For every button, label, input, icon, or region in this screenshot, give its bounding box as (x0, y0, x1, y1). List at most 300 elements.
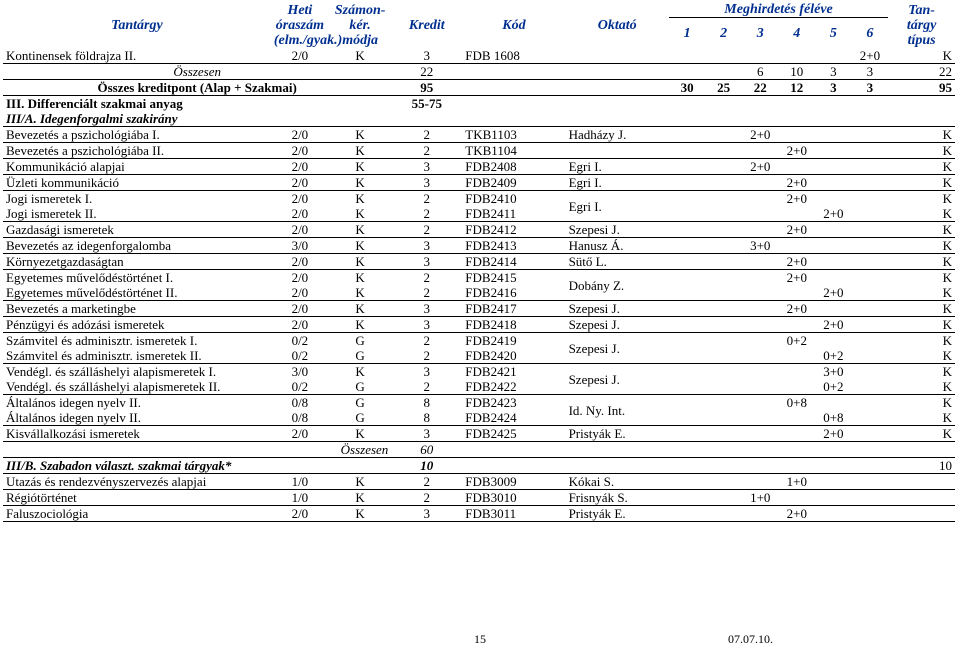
course-semester-5: 0+2 (815, 379, 852, 395)
table-row (3, 143, 955, 159)
course-hours: 2/0 (271, 222, 329, 238)
section-heading: III/A. Idegenforgalmi szakirány (3, 111, 391, 127)
course-hours: 2/0 (271, 285, 329, 301)
course-hours: 2/0 (271, 506, 329, 522)
course-semester-1 (669, 426, 706, 442)
course-hours: 2/0 (291, 191, 309, 206)
course-semester-3 (742, 270, 779, 286)
course-exam-type: K (329, 175, 391, 191)
course-exam-type: K (355, 270, 365, 285)
total-credit: 95 (391, 80, 462, 96)
course-lecturer: Pristyák E. (566, 506, 669, 522)
course-type: K (888, 254, 955, 270)
course-name: Számvitel és adminisztr. ismeretek I. (6, 333, 198, 348)
course-name: Pénzügyi és adózási ismeretek (3, 317, 271, 333)
elective-heading: III/B. Szabadon választ. szakmai tárgyak* (3, 458, 391, 474)
course-semester-2 (705, 410, 742, 426)
course-code: FDB2420 (462, 348, 565, 364)
course-semester-6 (852, 490, 889, 506)
course-semester-3 (742, 206, 779, 222)
course-semester-2 (705, 159, 742, 175)
course-exam-type: K (329, 426, 391, 442)
course-semester-6 (852, 285, 889, 301)
course-semester-4 (779, 127, 816, 143)
sum-semester-1 (669, 64, 706, 80)
course-credit: 2 (391, 379, 462, 395)
course-semester-2 (705, 348, 742, 364)
course-semester-2 (705, 506, 742, 522)
section-heading: III. Differenciált szakmai anyag (6, 96, 183, 111)
course-name: Egyetemes művelődéstörténet I. (6, 270, 174, 285)
course-semester-2 (705, 270, 742, 286)
course-semester-3: 3+0 (742, 238, 779, 254)
course-semester-2 (705, 238, 742, 254)
sum-semester-6: 3 (852, 64, 889, 80)
course-semester-3 (742, 364, 779, 380)
course-name: Gazdasági ismeretek (3, 222, 271, 238)
course-semester-1 (669, 410, 706, 426)
course-semester-4 (779, 348, 816, 364)
table-row (3, 270, 955, 286)
total-semester-2: 25 (705, 80, 742, 96)
course-lecturer (566, 143, 669, 159)
header-felev-3: 3 (756, 25, 764, 41)
course-hours: 1/0 (271, 490, 329, 506)
course-type: K (888, 206, 955, 222)
course-semester-2 (705, 254, 742, 270)
course-semester-1 (669, 127, 706, 143)
table-row (3, 48, 955, 64)
course-semester-4: 2+0 (779, 222, 816, 238)
course-semester-4: 1+0 (779, 474, 816, 490)
course-hours: 2/0 (271, 127, 329, 143)
course-exam-type: K (329, 506, 391, 522)
course-semester-4 (779, 426, 816, 442)
table-row (3, 238, 955, 254)
empty-cell (462, 80, 565, 96)
course-name: Kisvállalkozási ismeretek (3, 426, 271, 442)
course-name: Általános idegen nyelv II. (3, 410, 271, 426)
course-semester-5 (815, 191, 852, 207)
course-semester-3 (742, 317, 779, 333)
course-lecturer: Szepesi J. (566, 364, 669, 395)
course-semester-3 (742, 191, 779, 207)
table-row (3, 80, 955, 96)
course-semester-1 (669, 348, 706, 364)
table-row (3, 222, 955, 238)
empty-cell (462, 458, 888, 474)
course-semester-2 (705, 426, 742, 442)
total-type: 95 (888, 80, 955, 96)
course-exam-type: K (329, 490, 391, 506)
course-hours: 2/0 (271, 317, 329, 333)
course-semester-5 (815, 301, 852, 317)
course-semester-3 (742, 143, 779, 159)
course-code: FDB2408 (462, 159, 565, 175)
table-row (3, 191, 955, 207)
course-semester-5 (815, 48, 852, 64)
course-name: Számvitel és adminisztr. ismeretek II. (3, 348, 271, 364)
course-semester-5: 0+2 (815, 348, 852, 364)
course-semester-5: 0+8 (815, 410, 852, 426)
course-semester-6 (852, 333, 889, 349)
table-row (3, 285, 955, 301)
course-semester-1 (669, 206, 706, 222)
header-szamonkeres-line: kér. (349, 17, 371, 33)
course-semester-1 (669, 222, 706, 238)
course-semester-4: 2+0 (779, 254, 816, 270)
empty-cell (462, 442, 955, 458)
course-semester-3 (742, 48, 779, 64)
course-credit: 3 (423, 364, 431, 379)
course-credit: 2 (391, 222, 462, 238)
course-semester-5 (815, 490, 852, 506)
sum-semester-4: 10 (779, 64, 816, 80)
course-hours: 2/0 (271, 175, 329, 191)
course-semester-2 (705, 490, 742, 506)
course-name: Bevezetés a pszichológiába I. (3, 127, 271, 143)
course-lecturer: Dobány Z. (566, 270, 669, 301)
course-semester-5 (815, 333, 852, 349)
header-felev-2: 2 (720, 25, 728, 41)
course-semester-4 (779, 285, 816, 301)
course-lecturer: Egri I. (566, 159, 669, 175)
course-type: K (942, 270, 952, 285)
sum-semester-5: 3 (815, 64, 852, 80)
course-exam-type: K (329, 254, 391, 270)
course-semester-3 (742, 474, 779, 490)
course-code: FDB2422 (462, 379, 565, 395)
course-code: FDB2425 (462, 426, 565, 442)
course-credit: 2 (391, 143, 462, 159)
course-semester-5: 2+0 (815, 317, 852, 333)
course-code: FDB2409 (462, 175, 565, 191)
course-semester-6 (852, 206, 889, 222)
course-semester-3 (742, 348, 779, 364)
course-semester-5 (815, 270, 852, 286)
course-semester-2 (705, 301, 742, 317)
course-semester-3 (742, 222, 779, 238)
course-semester-6: 2+0 (852, 48, 889, 64)
course-exam-type: K (329, 285, 391, 301)
table-row (3, 379, 955, 395)
table-row (3, 474, 955, 490)
course-name: Vendégl. és szálláshelyi alapismeretek II. (3, 379, 271, 395)
course-semester-6 (852, 426, 889, 442)
course-type: K (942, 191, 952, 206)
course-credit: 2 (423, 270, 431, 285)
table-row (3, 301, 955, 317)
total-label: Összes kreditpont (Alap + Szakmai) (3, 80, 391, 96)
course-type: K (888, 348, 955, 364)
course-semester-4 (779, 48, 816, 64)
course-name: Bevezetés a marketingbe (3, 301, 271, 317)
course-semester-5 (815, 143, 852, 159)
course-semester-2 (705, 48, 742, 64)
table-row (3, 127, 955, 143)
course-semester-6 (852, 410, 889, 426)
course-credit: 3 (391, 301, 462, 317)
course-type (888, 490, 955, 506)
course-semester-2 (705, 379, 742, 395)
course-exam-type: K (329, 143, 391, 159)
course-lecturer: Egri I. (566, 175, 669, 191)
course-semester-5: 2+0 (815, 285, 852, 301)
course-semester-3 (742, 506, 779, 522)
course-hours: 0/2 (271, 348, 329, 364)
total-semester-4: 12 (779, 80, 816, 96)
course-name: Környezetgazdaságtan (3, 254, 271, 270)
course-semester-5 (815, 222, 852, 238)
course-type: K (888, 285, 955, 301)
course-semester-1 (669, 254, 706, 270)
course-type: K (942, 333, 952, 348)
section-credit (391, 111, 462, 127)
course-semester-5 (815, 159, 852, 175)
course-lecturer (566, 48, 669, 64)
course-name: Utazás és rendezvényszervezés alapjai (3, 474, 271, 490)
section-credit: 55-75 (411, 96, 442, 111)
course-semester-1 (669, 48, 706, 64)
header-tantargy-tipus-line: Tan- (908, 2, 935, 18)
course-exam-type: K (329, 48, 391, 64)
course-semester-1 (669, 490, 706, 506)
course-semester-6 (852, 301, 889, 317)
course-semester-5 (815, 238, 852, 254)
table-row (3, 96, 955, 112)
course-semester-1 (669, 395, 706, 411)
course-credit: 3 (391, 159, 462, 175)
course-semester-5: 3+0 (823, 364, 844, 379)
sum-credit: 22 (391, 64, 462, 80)
course-hours: 2/0 (271, 48, 329, 64)
course-name: Kommunikáció alapjai (3, 159, 271, 175)
sum-semester-2 (705, 64, 742, 80)
course-exam-type: K (329, 317, 391, 333)
course-semester-2 (705, 127, 742, 143)
elective-credit: 10 (391, 458, 462, 474)
header-felev-5: 5 (829, 25, 837, 41)
course-semester-4: 2+0 (779, 143, 816, 159)
course-semester-2 (705, 395, 742, 411)
course-exam-type: K (329, 222, 391, 238)
course-credit: 2 (391, 127, 462, 143)
course-code: FDB2413 (462, 238, 565, 254)
course-semester-4: 0+8 (786, 395, 807, 410)
course-code: FDB2410 (465, 191, 517, 206)
course-semester-6 (852, 317, 889, 333)
course-semester-6 (852, 127, 889, 143)
course-hours: 2/0 (271, 254, 329, 270)
sum-semester-3: 6 (742, 64, 779, 80)
course-semester-2 (705, 206, 742, 222)
total-semester-1: 30 (669, 80, 706, 96)
course-type: K (942, 395, 952, 410)
course-exam-type: G (355, 395, 365, 410)
course-type: K (888, 410, 955, 426)
course-exam-type: K (329, 301, 391, 317)
course-semester-1 (669, 270, 706, 286)
course-semester-2 (705, 333, 742, 349)
header-row (3, 2, 955, 18)
course-code: TKB1104 (462, 143, 565, 159)
sum-label: Összesen (3, 64, 391, 80)
course-semester-3: 2+0 (742, 159, 779, 175)
header-heti-oraszam-line: Heti (287, 2, 313, 18)
course-hours: 2/0 (271, 143, 329, 159)
course-exam-type: G (329, 379, 391, 395)
course-semester-4 (779, 410, 816, 426)
course-semester-1 (669, 333, 706, 349)
course-hours: 0/2 (271, 379, 329, 395)
course-type: K (888, 175, 955, 191)
table-row (3, 490, 955, 506)
course-semester-1 (669, 301, 706, 317)
table-row (3, 206, 955, 222)
course-credit: 2 (391, 490, 462, 506)
course-hours: 2/0 (291, 270, 309, 285)
course-semester-5: 2+0 (815, 206, 852, 222)
course-hours: 0/8 (271, 410, 329, 426)
course-semester-1 (669, 191, 706, 207)
header-kod: Kód (502, 17, 526, 33)
course-semester-2 (705, 175, 742, 191)
table-row (3, 317, 955, 333)
course-code: FDB2423 (465, 395, 517, 410)
course-hours: 3/0 (271, 238, 329, 254)
course-semester-2 (705, 364, 742, 380)
course-semester-4: 2+0 (779, 506, 816, 522)
course-semester-3 (742, 410, 779, 426)
course-type: K (888, 301, 955, 317)
course-hours: 2/0 (271, 159, 329, 175)
course-hours: 0/2 (291, 333, 309, 348)
course-semester-3 (742, 426, 779, 442)
course-type: K (888, 143, 955, 159)
course-exam-type: K (329, 159, 391, 175)
table-row (3, 254, 955, 270)
course-credit: 8 (423, 395, 431, 410)
course-lecturer: Szepesi J. (566, 317, 669, 333)
subtotal-label: Összesen (3, 442, 391, 458)
course-semester-1 (669, 159, 706, 175)
course-semester-2 (705, 143, 742, 159)
course-semester-5 (815, 127, 852, 143)
course-lecturer: Szepesi J. (566, 301, 669, 317)
empty-cell (462, 64, 565, 80)
course-semester-3 (742, 175, 779, 191)
course-type: K (942, 364, 952, 379)
course-lecturer: Szepesi J. (566, 333, 669, 364)
course-exam-type: G (355, 333, 365, 348)
course-semester-4 (779, 379, 816, 395)
course-credit: 2 (391, 206, 462, 222)
course-type: K (888, 159, 955, 175)
total-semester-6: 3 (852, 80, 889, 96)
header-tantargy-tipus-line: tárgy (906, 17, 937, 33)
course-semester-2 (705, 317, 742, 333)
course-exam-type: G (329, 348, 391, 364)
course-semester-5 (815, 395, 852, 411)
course-semester-6 (852, 474, 889, 490)
table-row (3, 175, 955, 191)
course-lecturer: Frisnyák S. (566, 490, 669, 506)
course-semester-6 (852, 348, 889, 364)
total-semester-5: 3 (815, 80, 852, 96)
subtotal-credit: 60 (391, 442, 462, 458)
course-name: Egyetemes művelődéstörténet II. (3, 285, 271, 301)
course-semester-6 (852, 270, 889, 286)
course-code: FDB2411 (462, 206, 565, 222)
course-exam-type: K (329, 127, 391, 143)
course-semester-5: 2+0 (815, 426, 852, 442)
course-name: Jogi ismeretek I. (6, 191, 93, 206)
course-credit: 2 (391, 348, 462, 364)
course-lecturer: Hadházy J. (566, 127, 669, 143)
empty-cell (566, 64, 669, 80)
curriculum-table (3, 2, 955, 522)
course-semester-3 (742, 379, 779, 395)
course-semester-3 (742, 254, 779, 270)
course-code: FDB2424 (462, 410, 565, 426)
course-hours: 2/0 (271, 206, 329, 222)
course-code: FDB3010 (462, 490, 565, 506)
course-lecturer: Szepesi J. (566, 222, 669, 238)
course-semester-5 (815, 254, 852, 270)
course-type: K (888, 379, 955, 395)
course-semester-6 (852, 254, 889, 270)
course-semester-2 (705, 285, 742, 301)
course-hours: 3/0 (291, 364, 309, 379)
course-semester-1 (669, 175, 706, 191)
course-semester-3: 2+0 (742, 127, 779, 143)
course-semester-3 (742, 285, 779, 301)
course-code: FDB2416 (462, 285, 565, 301)
table-row (3, 348, 955, 364)
table-row (3, 506, 955, 522)
header-szamonkeres-line: Számon- (334, 2, 386, 18)
course-credit: 3 (391, 254, 462, 270)
header-heti-oraszam (271, 2, 343, 48)
footer-date: 07.07.10. (728, 632, 773, 646)
course-type (888, 506, 955, 522)
course-semester-3 (742, 301, 779, 317)
course-type: K (888, 317, 955, 333)
course-hours: 2/0 (271, 426, 329, 442)
table-row (3, 410, 955, 426)
course-name: Faluszociológia (3, 506, 271, 522)
course-semester-4 (779, 206, 816, 222)
table-row (3, 395, 955, 411)
elective-type: 10 (888, 458, 955, 474)
page-number: 15 (474, 632, 486, 646)
course-code: FDB 1608 (462, 48, 565, 64)
course-semester-6 (852, 364, 889, 380)
course-semester-6 (852, 143, 889, 159)
course-semester-1 (669, 317, 706, 333)
course-semester-6 (852, 238, 889, 254)
course-exam-type: K (355, 191, 365, 206)
course-semester-1 (669, 143, 706, 159)
total-semester-3: 22 (742, 80, 779, 96)
course-credit: 2 (391, 474, 462, 490)
course-semester-5 (815, 506, 852, 522)
course-credit: 2 (423, 191, 431, 206)
header-felev-4: 4 (793, 25, 801, 41)
course-hours: 2/0 (271, 301, 329, 317)
course-name: Üzleti kommunikáció (3, 175, 271, 191)
course-semester-6 (852, 506, 889, 522)
